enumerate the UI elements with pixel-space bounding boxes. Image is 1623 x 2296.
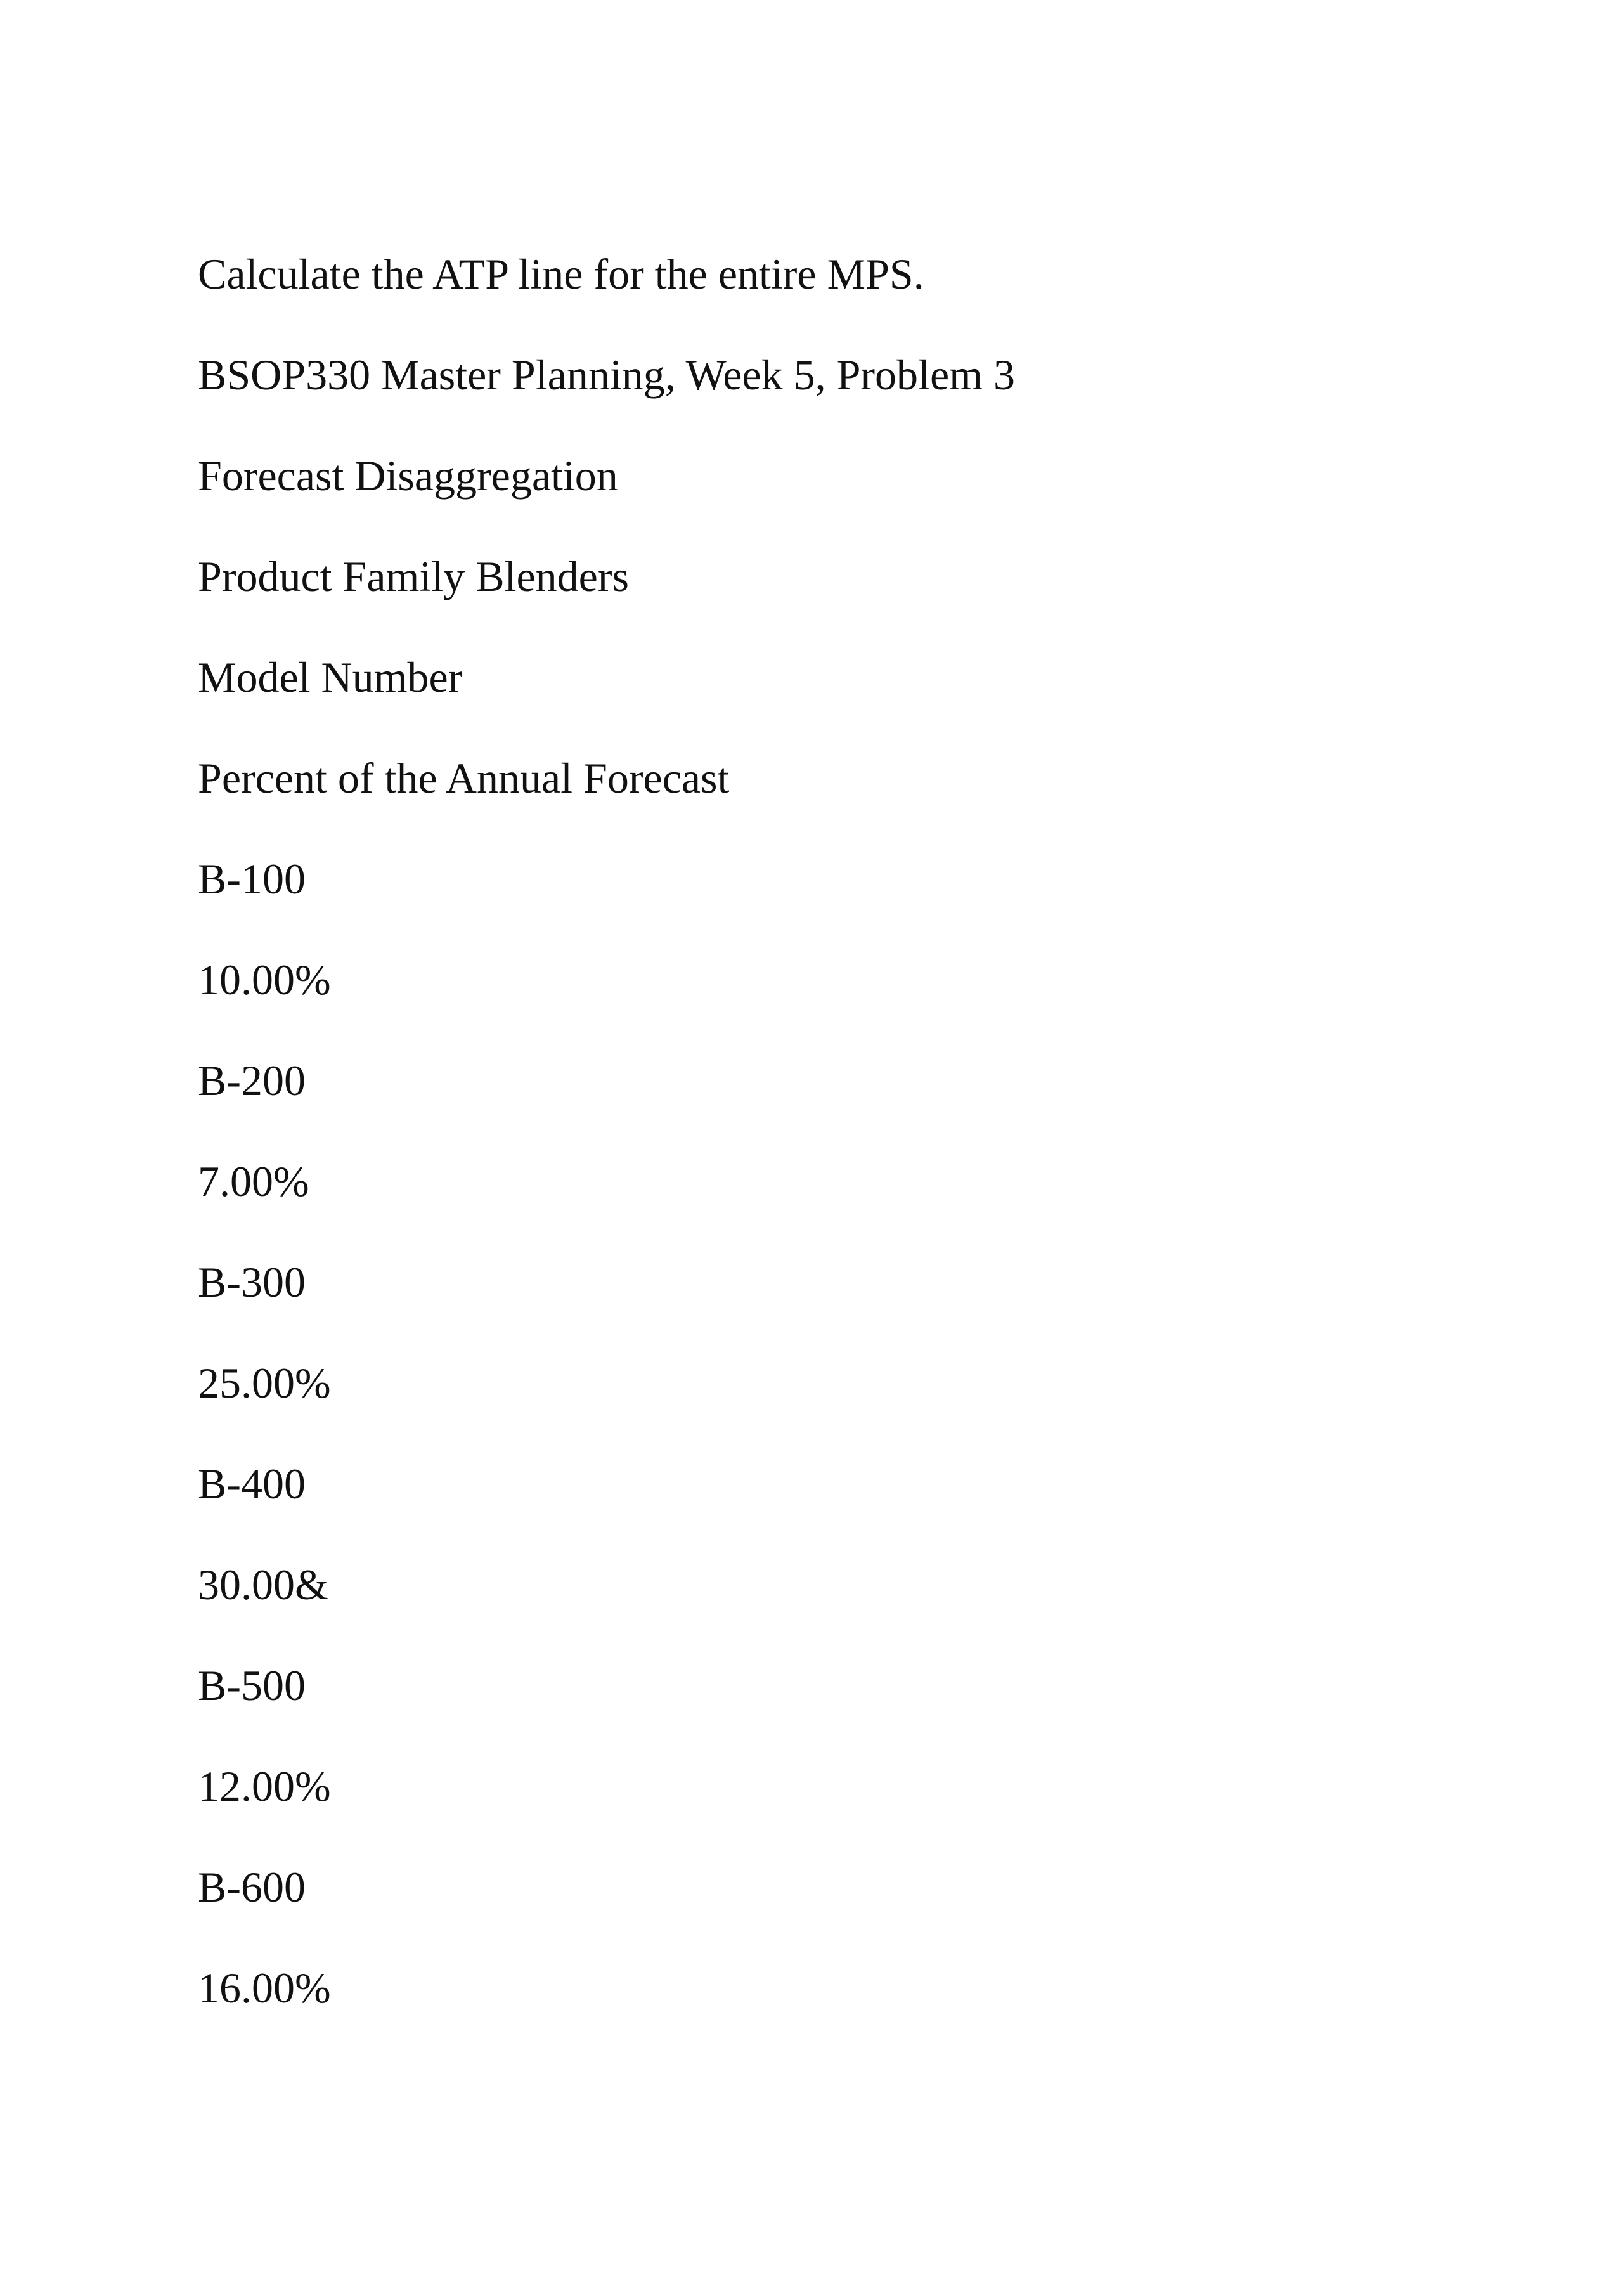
model-number: B-400 <box>198 1460 306 1508</box>
forecast-percent: 10.00% <box>198 956 331 1004</box>
model-number: B-500 <box>198 1661 306 1709</box>
column-header-model: Model Number <box>198 653 463 701</box>
document-body <box>198 249 1433 2063</box>
model-number: B-300 <box>198 1258 306 1306</box>
forecast-percent: 7.00% <box>198 1157 309 1205</box>
forecast-percent: 12.00% <box>198 1762 331 1810</box>
model-number: B-100 <box>198 855 306 903</box>
heading-text: Calculate the ATP line for the entire MPS. <box>198 250 924 298</box>
column-header-percent: Percent of the Annual Forecast <box>198 754 730 802</box>
model-number: B-600 <box>198 1863 306 1911</box>
model-number: B-200 <box>198 1056 306 1105</box>
forecast-percent: 30.00& <box>198 1560 328 1609</box>
forecast-percent: 16.00% <box>198 1964 331 2012</box>
product-family: Product Family Blenders <box>198 552 629 600</box>
course-line: BSOP330 Master Planning, Week 5, Problem 3 <box>198 351 1016 399</box>
forecast-percent: 25.00% <box>198 1359 331 1407</box>
section-title: Forecast Disaggregation <box>198 451 618 500</box>
